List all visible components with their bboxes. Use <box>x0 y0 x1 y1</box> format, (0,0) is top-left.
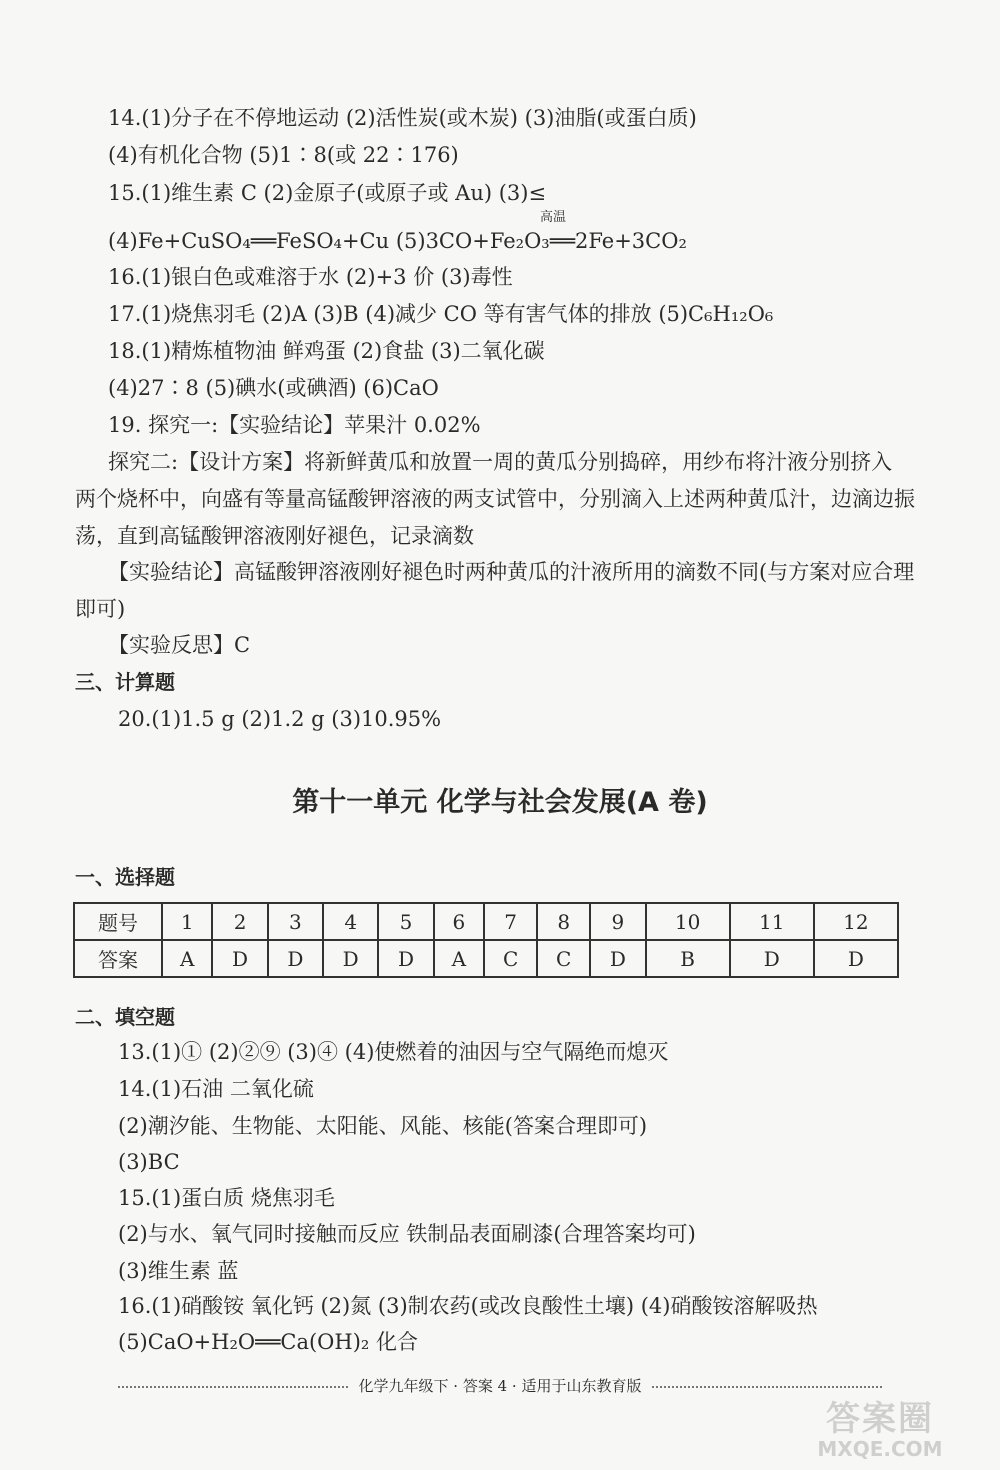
fill-answer-16: 16.(1)硝酸铵 氧化钙 (2)氮 (3)制农药(或改良酸性土壤) (4)硝酸铵溶解吸热 <box>118 1294 818 1318</box>
answer-19-plan-3: 荡，直到高锰酸钾溶液刚好褪色，记录滴数 <box>75 524 474 548</box>
table-header-answer: 答案 <box>74 940 162 977</box>
table-cell: B <box>646 940 730 977</box>
answer-17: 17.(1)烧焦羽毛 (2)A (3)B (4)减少 CO 等有害气体的排放 (5)C₆H₁₂O₆ <box>108 302 774 326</box>
table-cell: 9 <box>590 903 645 940</box>
table-cell: A <box>162 940 212 977</box>
table-cell: 10 <box>646 903 730 940</box>
answer-table <box>73 902 899 978</box>
page-footer <box>75 1375 925 1396</box>
table-cell: 11 <box>730 903 814 940</box>
answer-15-cont: (4)Fe+CuSO₄══FeSO₄+Cu (5)3CO+Fe₂O₃══2Fe+3CO₂ <box>108 229 687 253</box>
fill-answer-14-3: (3)BC <box>118 1150 180 1174</box>
unit-title: 第十一单元 化学与社会发展(A 卷) <box>292 787 708 818</box>
footer-divider-left <box>118 1386 348 1388</box>
section-heading-fill: 二、填空题 <box>75 1005 175 1029</box>
answer-19-conclusion: 【实验结论】高锰酸钾溶液刚好褪色时两种黄瓜的汁液所用的滴数不同(与方案对应合理 <box>108 560 915 584</box>
answer-20: 20.(1)1.5 g (2)1.2 g (3)10.95% <box>118 707 442 731</box>
table-cell: 8 <box>537 903 590 940</box>
table-cell: 6 <box>434 903 484 940</box>
watermark-logo <box>785 1400 975 1460</box>
reaction-condition-label: 高温 <box>540 210 567 225</box>
answer-19-plan-1: 探究二:【设计方案】将新鲜黄瓜和放置一周的黄瓜分别捣碎，用纱布将汁液分别挤入 <box>108 450 893 474</box>
fill-answer-16-5: (5)CaO+H₂O══Ca(OH)₂ 化合 <box>118 1330 418 1354</box>
answer-14-cont: (4)有机化合物 (5)1∶8(或 22∶176) <box>108 143 459 167</box>
footer-text: 化学九年级下 · 答案 4 · 适用于山东教育版 <box>358 1377 642 1395</box>
table-cell: D <box>268 940 323 977</box>
answer-18: 18.(1)精炼植物油 鲜鸡蛋 (2)食盐 (3)二氧化碳 <box>108 339 545 363</box>
answer-19: 19. 探究一:【实验结论】苹果汁 0.02% <box>108 413 481 437</box>
table-header-question: 题号 <box>74 903 162 940</box>
answer-14: 14.(1)分子在不停地运动 (2)活性炭(或木炭) (3)油脂(或蛋白质) <box>108 106 697 130</box>
section-heading-choice: 一、选择题 <box>75 865 175 889</box>
table-row-numbers <box>74 903 898 940</box>
section-heading-calculation: 三、计算题 <box>75 670 175 694</box>
table-cell: D <box>730 940 814 977</box>
table-cell: D <box>212 940 267 977</box>
table-cell: C <box>484 940 537 977</box>
fill-answer-14-2: (2)潮汐能、生物能、太阳能、风能、核能(答案合理即可) <box>118 1114 648 1138</box>
fill-answer-14: 14.(1)石油 二氧化硫 <box>118 1077 314 1101</box>
table-cell: 1 <box>162 903 212 940</box>
table-row-answers <box>74 940 898 977</box>
fill-answer-15-3: (3)维生素 蓝 <box>118 1259 239 1283</box>
table-cell: D <box>323 940 378 977</box>
answer-19-reflection: 【实验反思】C <box>108 633 251 657</box>
table-cell: D <box>378 940 433 977</box>
answer-19-conclusion-cont: 即可) <box>75 597 126 621</box>
table-cell: C <box>537 940 590 977</box>
table-cell: D <box>590 940 645 977</box>
table-cell: 4 <box>323 903 378 940</box>
fill-answer-15-2: (2)与水、氧气同时接触而反应 铁制品表面刷漆(合理答案均可) <box>118 1222 696 1246</box>
answer-19-plan-2: 两个烧杯中，向盛有等量高锰酸钾溶液的两支试管中，分别滴入上述两种黄瓜汁，边滴边振 <box>75 487 915 511</box>
answer-18-cont: (4)27∶8 (5)碘水(或碘酒) (6)CaO <box>108 376 439 400</box>
watermark-title: 答案圈 <box>826 1399 934 1439</box>
watermark-url: MXQE.COM <box>817 1437 943 1461</box>
table-cell: 12 <box>814 903 898 940</box>
table-cell: D <box>814 940 898 977</box>
table-cell: 2 <box>212 903 267 940</box>
table-cell: 5 <box>378 903 433 940</box>
table-cell: 7 <box>484 903 537 940</box>
answer-16: 16.(1)银白色或难溶于水 (2)+3 价 (3)毒性 <box>108 265 513 289</box>
answer-15: 15.(1)维生素 C (2)金原子(或原子或 Au) (3)≤ <box>108 181 547 205</box>
fill-answer-15: 15.(1)蛋白质 烧焦羽毛 <box>118 1186 335 1210</box>
fill-answer-13: 13.(1)① (2)②⑨ (3)④ (4)使燃着的油因与空气隔绝而熄灭 <box>118 1040 669 1064</box>
table-cell: A <box>434 940 484 977</box>
table-cell: 3 <box>268 903 323 940</box>
footer-divider-right <box>652 1386 882 1388</box>
